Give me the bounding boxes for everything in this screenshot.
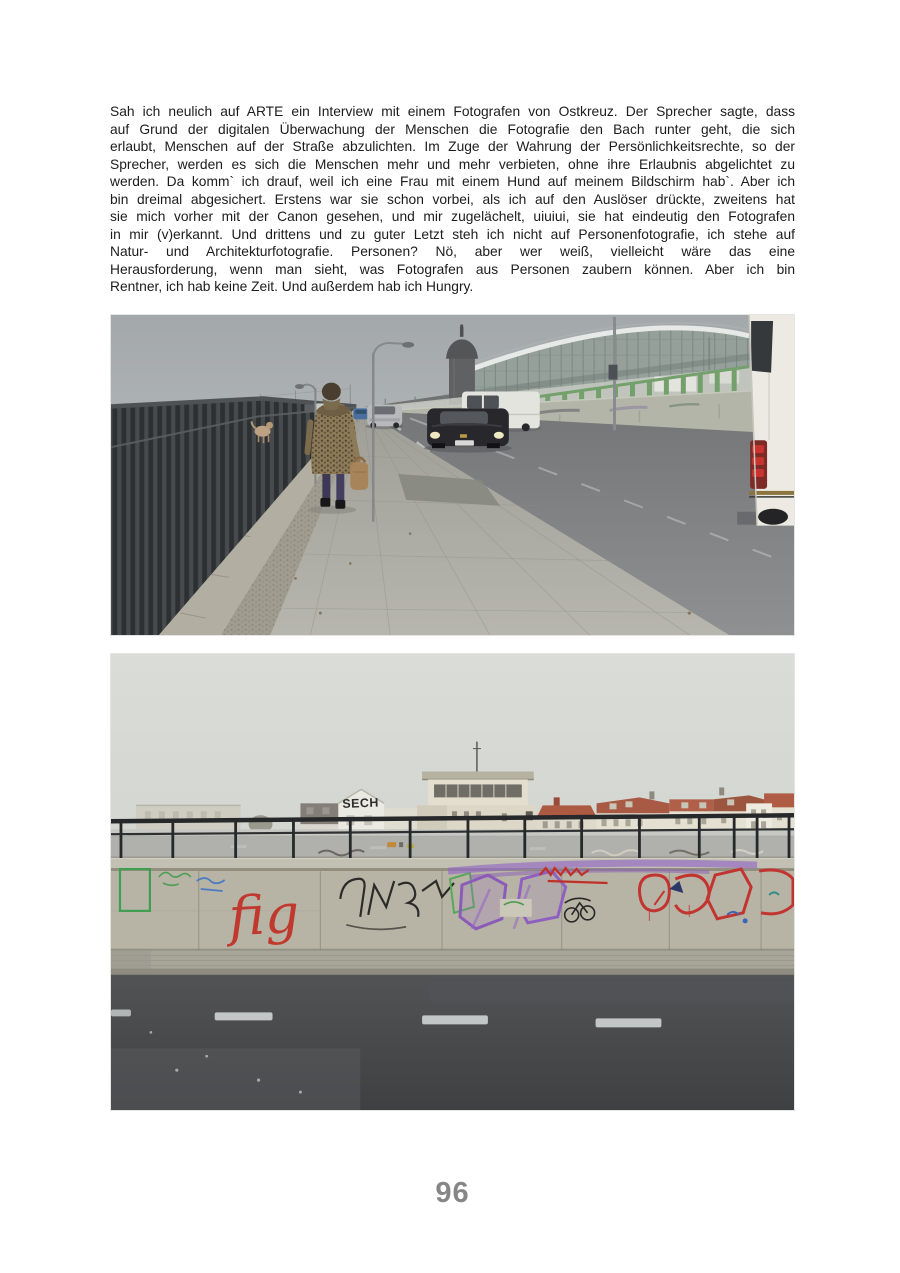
- asphalt-road: [111, 974, 794, 1109]
- wall-base-walk: [111, 948, 794, 974]
- photo-street-scene: [110, 314, 795, 636]
- silver-car: [365, 404, 403, 429]
- page-number: 96: [435, 1176, 470, 1209]
- paragraph-line: Sah ich neulich auf ARTE ein Interview mit einem Fotografen von Ostkreuz. Der Sprecher sagte, dass: [110, 104, 795, 119]
- photo-graffiti-wall: [110, 653, 795, 1111]
- graffiti-wall-illustration: [111, 654, 794, 1110]
- paragraph-line: sie mich vorher mit der Canon gesehen, und mir zugelächelt, uiuiui, sie hat eindeutig den Fotografen: [110, 209, 795, 224]
- paragraph-line: Rentner, ich hab keine Zeit. Und außerdem hab ich Hungry.: [110, 279, 474, 294]
- body-paragraph: [110, 0, 795, 296]
- graffiti-wall: [111, 863, 794, 951]
- blue-car: [353, 408, 368, 419]
- graffiti-text-fig: fig: [227, 881, 301, 948]
- paragraph-line: erlaubt, Menschen auf der Straße abzulichten. Im Zuge der Wahrung der Persönlichkeitsrechte, so der: [110, 139, 795, 154]
- street-scene-illustration: [111, 315, 794, 635]
- paragraph-line: Natur- und Architekturfotografie. Personen? Nö, aber wer weiß, vielleicht wäre das eine: [110, 244, 795, 259]
- black-car: [424, 408, 512, 452]
- graffiti-text-sech: SECH: [342, 795, 380, 811]
- sech-gable-house: [338, 789, 384, 834]
- paragraph-line: in mir (v)erkannt. Und drittens und zu guter Letzt steh ich nicht auf Personenfotografie, ich stehe auf: [110, 226, 795, 242]
- paragraph-line: Herausforderung, wenn man sieht, was Fotografen aus Personen zaubern können. Aber ich bin: [110, 261, 795, 277]
- document-page: [110, 0, 795, 1210]
- paragraph-line: auf Grund der digitalen Überwachung der Menschen die Fotografie den Bach runter geht, die sich: [110, 121, 795, 137]
- paragraph-line: Sprecher, werden es sich die Menschen mehr und mehr verbieten, ohne ihre Erlaubnis abgelichtet zu: [110, 156, 795, 172]
- paragraph-line: bin dreimal abgesichert. Erstens war sie schon vorbei, als ich auf den Auslöser drückte, zweitens hat: [110, 191, 795, 207]
- paragraph-line: werden. Da komm` ich drauf, weil ich eine Frau mit einem Hund auf meinem Bildschirm hab`. Aber ich: [110, 174, 795, 189]
